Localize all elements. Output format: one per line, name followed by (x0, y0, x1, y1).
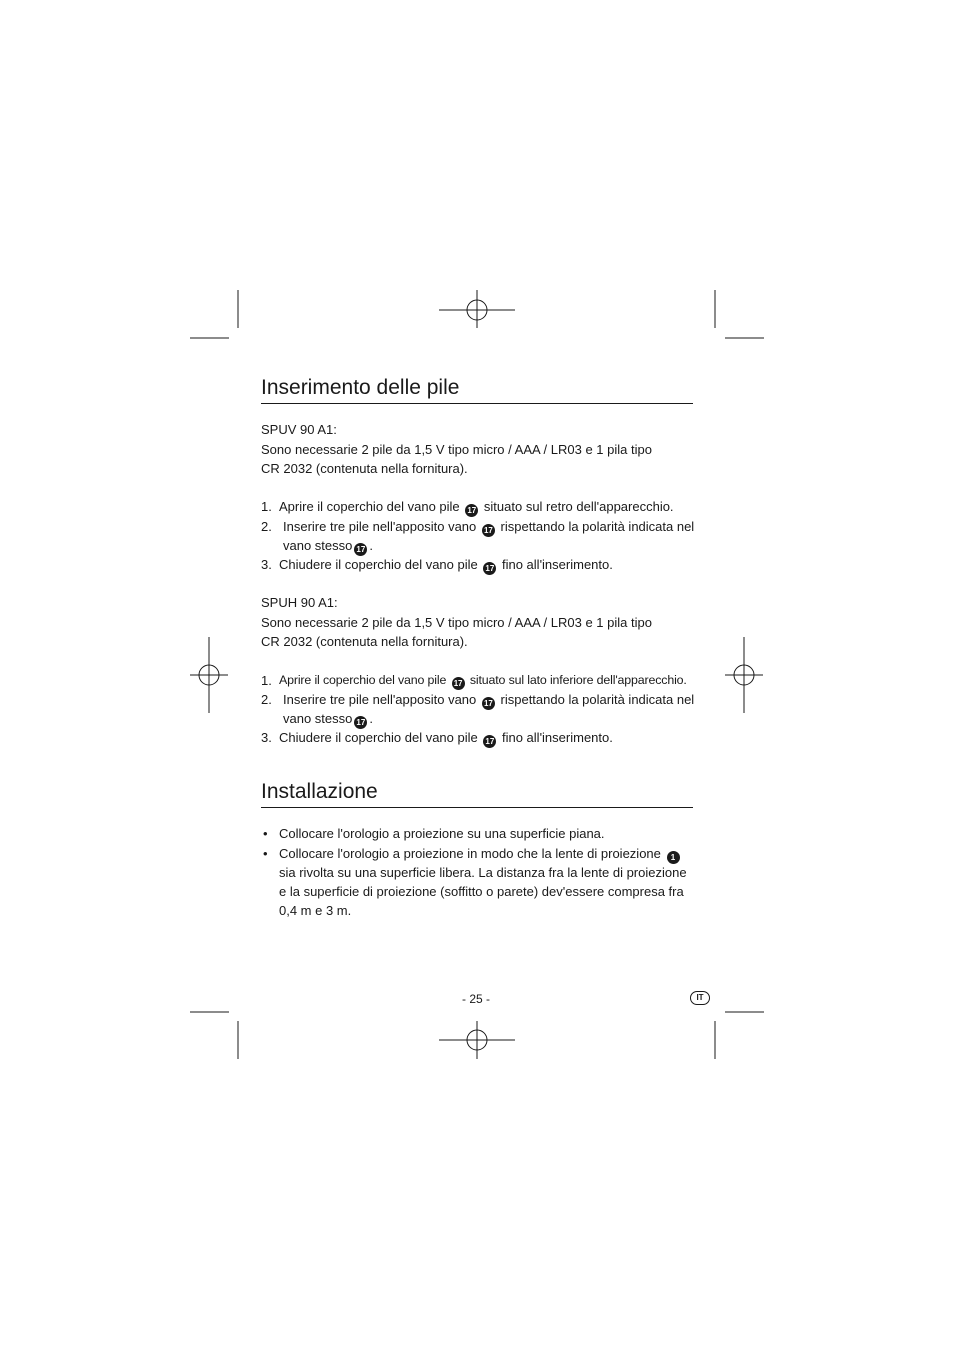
list-item (279, 555, 613, 575)
page-number: - 25 - (462, 992, 491, 1006)
bullet-text: e la superficie di proiezione (soffitto o parete) dev'essere compresa fra (279, 884, 684, 899)
step-text: vano stesso (283, 711, 353, 726)
list-item-continuation (279, 901, 351, 920)
step-number: 1. (261, 673, 272, 688)
reference-number-icon: 17 (452, 677, 465, 690)
step-text: situato sul retro dell'apparecchio. (483, 499, 674, 514)
bullet-text: Collocare l'orologio a proiezione su una superficie piana. (279, 826, 605, 841)
list-item (279, 728, 613, 748)
step-text: fino all'inserimento. (501, 730, 613, 745)
model-a-desc-line1: Sono necessarie 2 pile da 1,5 V tipo micro / AAA / LR03 e 1 pila tipo (261, 442, 652, 457)
step-text: Chiudere il coperchio del vano pile (279, 730, 478, 745)
reference-number-icon: 17 (482, 697, 495, 710)
language-badge: IT (690, 991, 710, 1005)
reference-number-icon: 17 (483, 562, 496, 575)
step-text: Inserire tre pile nell'apposito vano (283, 519, 477, 534)
list-item-continuation (283, 709, 373, 729)
model-b-label: SPUH 90 A1: (261, 595, 338, 610)
model-a-label: SPUV 90 A1: (261, 422, 337, 437)
section-title-battery-insertion: Inserimento delle pile (261, 376, 693, 404)
list-item-continuation (279, 863, 687, 882)
section-title-installation: Installazione (261, 780, 693, 808)
bullet-icon: • (263, 846, 268, 861)
list-item (283, 690, 694, 710)
model-a-desc-line2: CR 2032 (contenuta nella fornitura). (261, 461, 468, 476)
reference-number-icon: 17 (354, 716, 367, 729)
reference-number-icon: 1 (667, 851, 680, 864)
step-text: situato sul lato inferiore dell'apparecchio. (469, 673, 687, 687)
step-text: Aprire il coperchio del vano pile (279, 673, 447, 687)
step-text: Aprire il coperchio del vano pile (279, 499, 460, 514)
list-item-continuation (279, 882, 684, 901)
list-item (279, 844, 682, 864)
step-number: 2. (261, 692, 272, 707)
reference-number-icon: 17 (465, 504, 478, 517)
bullet-text: 0,4 m e 3 m. (279, 903, 352, 918)
step-text: . (369, 711, 373, 726)
step-text: rispettando la polarità indicata nel (500, 692, 695, 707)
step-text: vano stesso (283, 538, 353, 553)
list-item (279, 671, 687, 690)
step-number: 3. (261, 557, 272, 572)
step-number: 1. (261, 499, 272, 514)
bullet-icon: • (263, 826, 268, 841)
step-text: . (369, 538, 373, 553)
step-number: 3. (261, 730, 272, 745)
list-item (279, 497, 674, 517)
step-number: 2. (261, 519, 272, 534)
step-text: fino all'inserimento. (501, 557, 613, 572)
list-item (283, 517, 694, 537)
bullet-text: sia rivolta su una superficie libera. La distanza fra la lente di proiezione (279, 865, 687, 880)
bullet-text: Collocare l'orologio a proiezione in modo che la lente di proiezione (279, 846, 661, 861)
list-item-continuation (283, 536, 373, 556)
reference-number-icon: 17 (354, 543, 367, 556)
model-b-desc-line1: Sono necessarie 2 pile da 1,5 V tipo micro / AAA / LR03 e 1 pila tipo (261, 615, 652, 630)
reference-number-icon: 17 (483, 735, 496, 748)
model-b-desc-line2: CR 2032 (contenuta nella fornitura). (261, 634, 468, 649)
step-text: Chiudere il coperchio del vano pile (279, 557, 478, 572)
reference-number-icon: 17 (482, 524, 495, 537)
step-text: rispettando la polarità indicata nel (500, 519, 695, 534)
step-text: Inserire tre pile nell'apposito vano (283, 692, 477, 707)
list-item (279, 824, 605, 843)
